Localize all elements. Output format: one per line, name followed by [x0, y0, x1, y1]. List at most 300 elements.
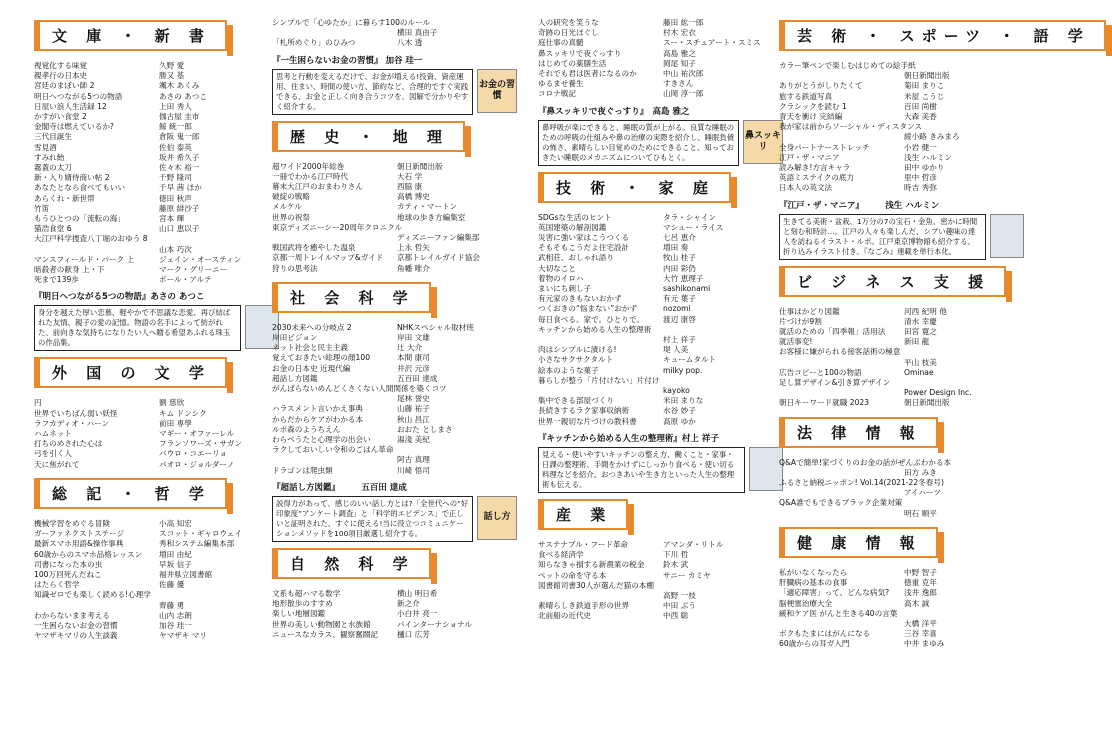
book-cover-image: 話し方	[477, 496, 517, 540]
book-title: はじめての薬膳生活	[538, 58, 607, 68]
book-title: 司書になった本の虫	[34, 559, 103, 569]
book-title: メルケル	[272, 202, 302, 212]
book-row	[34, 601, 279, 611]
book-row	[272, 445, 517, 455]
book-author: 横田 真由子	[397, 28, 438, 38]
book-author: サニー カミヤ	[663, 570, 711, 580]
book-author: タラ・シャイン	[663, 212, 717, 222]
book-title: もうひとつの「流転の海」	[34, 214, 125, 224]
book-title	[779, 388, 904, 398]
book-cover-image: お金の習慣	[477, 69, 517, 113]
book-row	[779, 488, 1024, 498]
book-row	[272, 213, 517, 223]
book-author: 颯木 あくみ	[159, 81, 200, 91]
book-author: 山口 恵以子	[159, 224, 200, 234]
book-row	[272, 435, 517, 445]
book-row	[538, 571, 783, 581]
book-row	[34, 204, 279, 214]
book-author: 田中 ゆかり	[904, 163, 945, 173]
book-title: 天に焦がれて	[34, 459, 80, 469]
book-author: スー・スチュアート・スミス	[663, 38, 761, 48]
book-row	[34, 560, 279, 570]
book-title: 猫浩食堂 6	[34, 224, 72, 234]
book-row	[34, 429, 279, 439]
book-title: 奇跡の日光ほぐし	[538, 28, 599, 38]
book-row	[34, 102, 279, 112]
book-list	[779, 61, 1024, 194]
book-row	[34, 122, 279, 132]
book-row	[538, 294, 783, 304]
book-row	[272, 620, 517, 630]
featured-title: 『明日へつながる5つの物語』あさの あつこ	[34, 292, 205, 303]
book-row	[272, 599, 517, 609]
book-row	[34, 132, 279, 142]
book-row	[538, 223, 783, 233]
book-author: ジェイン・オースティン	[159, 254, 242, 264]
section-header-block	[538, 170, 783, 207]
book-author: 高橋 博史	[397, 192, 430, 202]
book-title: あなたとなら食べてもいい	[34, 183, 126, 193]
book-author: 井沢 元彦	[397, 363, 430, 373]
book-author	[661, 325, 784, 335]
book-author: 平山 枝美	[904, 357, 937, 367]
book-row	[272, 374, 517, 384]
book-author	[430, 18, 517, 28]
book-row	[34, 398, 279, 408]
book-author	[661, 376, 784, 386]
book-row	[272, 172, 517, 182]
book-row	[779, 578, 1024, 588]
book-author: 小白井 亮一	[397, 609, 438, 619]
featured-title: 『江戸・ザ・マニア』 浅生 ハルミン	[779, 200, 940, 211]
book-row	[779, 498, 1024, 508]
book-author: パオロ・ジョルダーノ	[159, 459, 235, 469]
book-title	[272, 455, 397, 465]
book-author: milky pop.	[663, 365, 703, 375]
book-row	[779, 163, 1024, 173]
book-row	[538, 417, 783, 427]
book-row	[34, 460, 279, 470]
featured-title: 『超話し方図鑑』 五百田 達成	[272, 482, 407, 493]
book-row	[272, 384, 517, 394]
book-author: 西脇 康	[397, 182, 423, 192]
book-author: 藤原 緋沙子	[159, 203, 200, 213]
book-row	[272, 394, 517, 404]
book-author: 横山 明日希	[397, 588, 438, 598]
book-author: ヤマザキ マリ	[159, 631, 207, 641]
book-title: 60歳からの耳ガ入門	[779, 639, 850, 649]
book-author: カティ・マートン	[397, 202, 458, 212]
book-row	[779, 122, 1024, 132]
book-list	[779, 307, 1024, 409]
book-author: マーク・グリーニー	[159, 265, 228, 275]
book-author	[944, 478, 1024, 488]
book-title: ラクしておいしい令和のごはん革命	[272, 445, 394, 455]
book-row	[272, 364, 517, 374]
book-row	[779, 143, 1024, 153]
book-list	[34, 398, 279, 469]
book-row	[779, 153, 1024, 163]
book-cover-image	[749, 447, 783, 491]
book-row	[272, 243, 517, 253]
book-row	[272, 192, 517, 202]
featured-body	[34, 305, 279, 351]
book-title: ガーファネクストステージ	[34, 529, 125, 539]
book-author: アイハーツ	[904, 488, 941, 498]
book-row	[538, 59, 783, 69]
book-title: 2030未来への分岐点 2	[272, 322, 352, 332]
book-author: 村木 宏衣	[663, 28, 696, 38]
book-author: 朝日新聞出版	[397, 161, 443, 171]
book-title: 戦国武将を癒やした温泉	[272, 243, 356, 253]
book-title: 地形散歩のすすめ	[272, 599, 333, 609]
book-author: アマンダ・リトル	[663, 539, 724, 549]
book-title	[272, 233, 397, 243]
book-title: 視覚化する味覚	[34, 61, 88, 70]
book-title: 英語ミステイクの底力	[779, 173, 855, 183]
book-author: 田宮 寛之	[904, 327, 937, 337]
book-row	[538, 79, 783, 89]
book-author: nozomi	[663, 304, 691, 314]
book-title: 人の研究を笑うな	[538, 18, 599, 27]
book-author: 米田 まりな	[663, 396, 704, 406]
book-title: お金の日本史 近現代編	[272, 363, 351, 373]
book-row	[272, 466, 517, 476]
book-title: 知らなきゃ損する新農業の税金	[538, 560, 645, 570]
featured-text: 見える・使いやすいキッチンの整え方、働くこと・家事・日課の整理術、手間をかけずにしっかり食べる・使い切る料理などを紹介。おつきあいや生き方といった人生の整理術も伝える。	[538, 447, 745, 493]
book-title	[538, 386, 663, 396]
book-title: 鼻スッキリで夜ぐっすり	[538, 48, 622, 58]
book-author: 三谷 幸喜	[904, 629, 937, 639]
book-title: 武相荘、おしゃれ語り	[538, 253, 614, 263]
book-title: 我が家は前からソーシャル・ディスタンス	[779, 122, 922, 132]
book-title	[538, 591, 663, 601]
book-title: 北前船の近代史	[538, 611, 592, 621]
book-author: 伽古屋 圭市	[159, 112, 200, 122]
book-title: 大切なこと	[538, 263, 576, 273]
book-title: 食べる経済学	[538, 550, 584, 560]
book-row	[538, 253, 783, 263]
book-title	[34, 601, 159, 611]
book-title: 打ちのめされた心は	[34, 439, 103, 449]
book-title: 円	[34, 398, 42, 408]
book-row	[538, 315, 783, 325]
book-list	[538, 213, 783, 427]
book-title: 幕末大江戸のおまわりさん	[272, 182, 364, 192]
book-row	[34, 61, 279, 71]
book-author: Power Design Inc.	[904, 388, 972, 398]
book-title	[272, 394, 397, 404]
book-author	[922, 122, 1024, 132]
book-author: 浅井 逸郎	[904, 588, 937, 598]
book-author: 内田 彩仍	[663, 263, 696, 273]
book-author: すきさん	[663, 79, 694, 89]
book-title: がんばらないめんどくさくない人間関係を築くコツ	[272, 384, 447, 394]
book-author: 百田 尚樹	[904, 101, 937, 111]
book-row	[538, 540, 783, 550]
book-title: 旅する鉄道写真	[779, 91, 833, 101]
book-row	[779, 599, 1024, 609]
book-row	[779, 468, 1024, 478]
book-author	[902, 347, 1025, 357]
column-3	[538, 18, 783, 628]
book-row	[538, 345, 783, 355]
book-list	[538, 18, 783, 100]
book-author: 勝又 基	[159, 71, 185, 81]
book-author: 小高 知宏	[159, 518, 192, 528]
book-row	[34, 214, 279, 224]
book-row	[34, 163, 279, 173]
book-title: 暮らしが整う「片付けない」片付け	[538, 375, 660, 385]
book-title: 狩りの思考法	[272, 263, 318, 273]
book-row	[272, 162, 517, 172]
book-author: 中井 まゆみ	[904, 639, 945, 649]
book-row	[34, 570, 279, 580]
book-author: 佐伯 泰英	[159, 142, 192, 152]
book-list	[538, 540, 783, 622]
book-title: 着物のイロハ	[538, 273, 584, 283]
book-title: 東京ディズニーシー20周年クロニクル	[272, 222, 403, 232]
book-author: 湯淺 美紀	[397, 435, 430, 445]
book-author: 京都トレイルガイド協会	[397, 253, 480, 263]
book-row	[272, 253, 517, 263]
book-row	[779, 509, 1024, 519]
book-row	[538, 304, 783, 314]
book-row	[272, 415, 517, 425]
book-title: 仕事はかどり図鑑	[779, 306, 840, 316]
book-title: ハムネット	[34, 429, 72, 439]
book-author: フランソワーズ・サガン	[159, 439, 242, 449]
book-title	[34, 245, 159, 255]
book-list	[272, 18, 517, 49]
book-author: 加谷 珪一	[159, 620, 192, 630]
book-row	[538, 38, 783, 48]
book-author: 時吉 秀弥	[904, 183, 937, 193]
book-author: 山藤 祐子	[397, 404, 430, 414]
book-row	[779, 102, 1024, 112]
book-title: はたらく哲学	[34, 580, 80, 590]
book-row	[34, 71, 279, 81]
book-author	[916, 61, 1024, 71]
book-row	[779, 639, 1024, 649]
section-header-block	[34, 18, 279, 55]
book-author: 山本 巧次	[159, 244, 192, 254]
book-author: 千野 隆司	[159, 173, 192, 183]
book-title: 超ワイド2000年総巻	[272, 161, 345, 171]
book-list	[34, 519, 279, 641]
book-author: 高野 一枝	[663, 590, 696, 600]
book-title: クラシックを読む 1	[779, 101, 847, 111]
book-list	[779, 568, 1024, 650]
book-author: 大石 学	[397, 171, 423, 181]
featured-title: 『鼻スッキリで夜ぐっすり』 高島 雅之	[538, 106, 690, 117]
book-author: 新之介	[397, 599, 420, 609]
book-row	[779, 588, 1024, 598]
book-row	[34, 611, 279, 621]
book-author: 宮本 輝	[159, 214, 185, 224]
book-row	[272, 18, 517, 28]
book-author: 鯨 統一郎	[159, 122, 192, 132]
book-title: ドラゴンは爬虫類	[272, 465, 333, 475]
book-title: 明日へつながる5つの物語	[34, 91, 123, 101]
book-author: 七呂 恵介	[663, 233, 696, 243]
book-author: 徳田 秋声	[159, 193, 192, 203]
book-row	[538, 581, 783, 591]
book-title: 足し算デザイン&引き算デザイン	[779, 378, 891, 388]
column-1	[34, 18, 279, 647]
book-row	[34, 409, 279, 419]
book-row	[34, 419, 279, 429]
book-author: 浅生 ハルミン	[904, 152, 952, 162]
book-author	[902, 498, 1024, 508]
book-author: あさの あつこ	[159, 91, 207, 101]
book-row	[34, 234, 279, 244]
book-title: ゆるませ養生	[538, 79, 584, 89]
book-author: 地球の歩き方編集室	[397, 212, 466, 222]
section-header: 産 業	[538, 499, 628, 530]
book-row	[538, 18, 783, 28]
book-title: 読み解き!方言キャラ	[779, 163, 851, 173]
book-author: Ominae	[904, 367, 934, 377]
book-author: ポール・アルテ	[159, 275, 212, 285]
book-row	[538, 396, 783, 406]
section-header: 自 然 科 学	[272, 548, 431, 579]
book-title: Q&A誰でもできるブラック企業対策	[779, 498, 903, 508]
book-row	[34, 519, 279, 529]
book-row	[779, 132, 1024, 142]
book-title: 知識ゼロでも楽しく読める!心理学	[34, 590, 151, 600]
book-author: 中野 智子	[904, 567, 937, 577]
book-title: 最新スマホ用語&操作事典	[34, 539, 124, 549]
book-row	[34, 112, 279, 122]
book-row	[538, 264, 783, 274]
book-row	[34, 529, 279, 539]
featured-body	[538, 447, 783, 493]
featured-title: 『一生困らないお金の習慣』 加谷 珪一	[272, 55, 423, 66]
book-author: 増田 奏	[663, 243, 689, 253]
book-author: 齊藤 勇	[159, 600, 185, 610]
book-row	[779, 71, 1024, 81]
book-row	[538, 406, 783, 416]
book-title	[538, 335, 663, 345]
book-title: 就活のための「四季報」活用法	[779, 327, 886, 337]
book-row	[272, 404, 517, 414]
book-author: 秋山 昌江	[397, 414, 430, 424]
book-row	[779, 173, 1024, 183]
book-author: 菊田 まりこ	[904, 81, 945, 91]
book-author: 水谷 妙子	[663, 406, 696, 416]
book-author: キム ドンシク	[159, 408, 207, 418]
book-author: 高島 雅之	[663, 48, 696, 58]
book-author: NHKスペシャル取材班	[397, 322, 474, 332]
featured-book	[538, 106, 783, 166]
book-row	[779, 307, 1024, 317]
book-author: 中田 ぶう	[663, 601, 696, 611]
book-author: 福井県立図書館	[159, 569, 213, 579]
book-title: ルポ森のようちえん	[272, 424, 341, 434]
book-title: 肉はシンプルに漬ける!	[538, 345, 617, 355]
book-row	[272, 455, 517, 465]
book-title: からだからケアがわかる本	[272, 414, 364, 424]
featured-body	[538, 120, 783, 166]
book-title: 竹笛	[34, 203, 50, 213]
book-author: 八木 透	[397, 38, 423, 48]
book-title: ヤマザキマリの人生談義	[34, 631, 118, 641]
book-title: ありがとうがしりたくて	[779, 81, 863, 91]
book-row	[34, 183, 279, 193]
book-row	[538, 28, 783, 38]
featured-book	[272, 55, 517, 115]
book-row	[779, 629, 1024, 639]
book-author: 大森 美香	[904, 112, 937, 122]
book-title: 覚えておきたい総理の顔100	[272, 353, 371, 363]
book-row	[779, 81, 1024, 91]
book-title: ラフカディオ・ハーン	[34, 418, 110, 428]
book-author: 上永 哲矢	[397, 243, 430, 253]
book-list	[272, 162, 517, 274]
book-author: スコット・ギャロウェイ	[159, 529, 243, 539]
book-title: 一冊でわかる江戸時代	[272, 171, 348, 181]
book-title: 就活事変!	[779, 337, 813, 347]
book-cover-image	[990, 214, 1024, 258]
book-title: カラー筆ペンで楽しむはじめての絵手紙	[779, 61, 916, 70]
book-row	[779, 337, 1024, 347]
book-author: 増田 由紀	[159, 549, 192, 559]
book-title: かすがい食堂 2	[34, 112, 87, 122]
book-title: 楽しい地層図鑑	[272, 609, 326, 619]
column-2	[272, 18, 517, 646]
book-title: 世界の美しい動物園と水族館	[272, 619, 371, 629]
book-title: 「適応障害」って、どんな病気?	[779, 588, 890, 598]
book-author: パウロ・コエーリョ	[159, 449, 228, 459]
book-row	[34, 173, 279, 183]
book-author: 辻 大介	[397, 343, 423, 353]
book-row	[272, 223, 517, 233]
book-author	[661, 581, 784, 591]
book-author: 藤田 紘一郎	[663, 18, 704, 27]
book-title: 長続きするラク家事収納術	[538, 406, 630, 416]
section-header: 外 国 の 文 学	[34, 357, 227, 388]
book-author: 本間 康司	[397, 353, 430, 363]
book-title: 文系も超ハマる数学	[272, 588, 341, 598]
section-header: 技 術 ・ 家 庭	[538, 172, 731, 203]
featured-book	[34, 291, 279, 351]
book-row	[779, 458, 1024, 468]
book-title: マンスフィールド・パーク 上	[34, 254, 135, 264]
book-row	[538, 376, 783, 386]
book-row	[779, 358, 1024, 368]
book-title: SDGsな生活のヒント	[538, 212, 612, 222]
book-title: 60歳からのスマホ品格レッスン	[34, 549, 143, 559]
book-row	[538, 386, 783, 396]
book-author	[447, 384, 517, 394]
book-title: 死まで139歩	[34, 275, 79, 285]
book-title: 暗殺者の献身 上・下	[34, 265, 105, 275]
section-header-block	[34, 476, 279, 513]
book-title: 破綻の戦略	[272, 192, 310, 202]
book-author: 山内 志朗	[159, 610, 192, 620]
section-header: ビ ジ ネ ス 支 援	[779, 266, 1006, 297]
section-header: 芸 術 ・ スポーツ ・ 語 学	[779, 20, 1106, 51]
book-row	[779, 327, 1024, 337]
book-row	[538, 49, 783, 59]
book-list	[34, 61, 279, 285]
book-row	[34, 224, 279, 234]
book-title: 超話し方図鑑	[272, 373, 318, 383]
book-title: 集中できる部屋づくり	[538, 396, 614, 406]
book-author: マギー・オファーレル	[159, 429, 235, 439]
book-title	[779, 132, 904, 142]
